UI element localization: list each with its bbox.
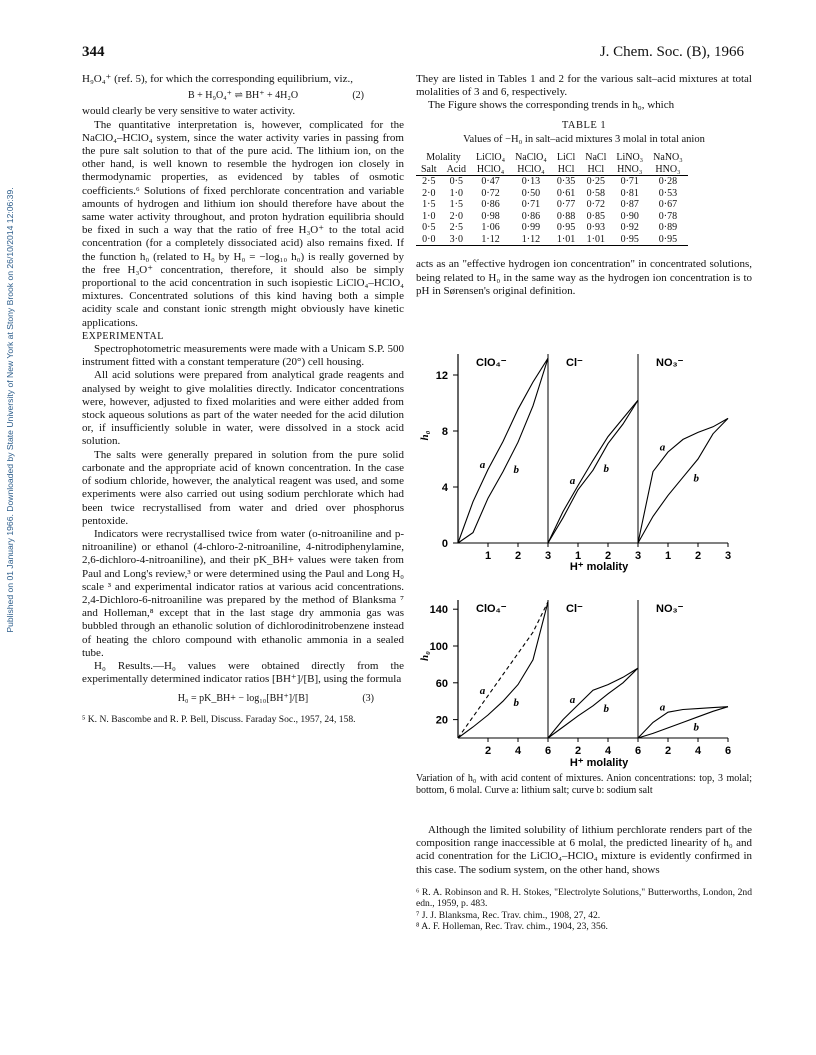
table-header-cell: Acid (442, 164, 471, 176)
table-header-cell: HClO₄ (510, 164, 552, 176)
y-tick-label: 20 (435, 714, 448, 727)
table-cell: 0·72 (586, 199, 605, 211)
table-cell: 0·86 (481, 199, 500, 211)
table-cell: 0·61 (556, 187, 576, 199)
x-tick-label: 2 (514, 550, 522, 562)
footnote-8: ⁸ A. F. Holleman, Rec. Trav. chim., 1904, 23, 356. (416, 921, 608, 933)
series-line-a (458, 358, 548, 543)
table-description: Values of −H₀ in salt–acid mixtures 3 molal in total anion (463, 133, 705, 145)
equation-3 (82, 692, 404, 705)
footnote-6: ⁶ R. A. Robinson and R. H. Stokes, "Electrolyte Solutions," Butterworths, London, 2nd edn., 1959, p. 483. (416, 886, 752, 910)
table-cell: 0·47 (481, 176, 500, 188)
table-cell: 0·85 (586, 210, 605, 222)
page-number: 344 (82, 44, 105, 60)
equation-3-number: (3) (362, 693, 374, 705)
x-tick-label: 4 (694, 745, 702, 757)
panel-title: NO₃⁻ (656, 603, 684, 615)
table-cell: 0·5 (422, 222, 436, 234)
table-cell: 0·58 (586, 187, 605, 199)
table-body (416, 176, 688, 246)
table-cell: 0·50 (521, 187, 541, 199)
table-header-cell: Molality (426, 152, 461, 164)
left-p4: Spectrophotometric measurements were made with a Unicam S.P. 500 instrument fitted with a constant temperature (20°) cell housing. (82, 343, 404, 369)
x-tick-label: 4 (604, 745, 612, 757)
series-label-b: b (603, 703, 609, 716)
series-label-b: b (693, 721, 699, 734)
table-cell: 0·93 (586, 222, 605, 234)
left-p5: All acid solutions were prepared from analytical grade reagents and analysed by weight to give molalities directly. Indicator concentrations were, however, adjusted to fixed molarities and were either added from stock aqueous solutions as part of the water needed for the acid dilution or, if insufficiently soluble in water, were dissolved in a stock acid solution. (82, 369, 404, 448)
table-header-cell: HCl (580, 164, 611, 176)
table-cell: 1·01 (552, 234, 580, 246)
series-label-b: b (693, 472, 699, 485)
table-cell: 2·0 (449, 210, 463, 222)
table-row (416, 188, 688, 200)
table-cell: 1·0 (449, 187, 463, 199)
table-cell: 2·5 (449, 222, 463, 234)
table-header-cell: LiCl (556, 152, 576, 164)
table-row (416, 211, 688, 223)
table-cell: 0·0 (416, 234, 442, 246)
table-row (416, 199, 688, 211)
series-label-b: b (513, 463, 519, 476)
table-1 (416, 152, 688, 246)
table-caption: TABLE 1 (561, 119, 607, 131)
table-row (416, 222, 688, 234)
publication-sidebar (3, 140, 17, 680)
table-cell: 1·12 (510, 234, 552, 246)
table-header-cell: HNO₃ (648, 164, 688, 176)
x-tick-label: 3 (634, 550, 642, 562)
table-cell: 0·90 (620, 210, 639, 222)
table-cell: 2·0 (422, 187, 436, 199)
equation-3-text: H₀ = pK_BH+ − log₁₀[BH⁺]/[B] (177, 693, 309, 705)
left-p1: H₉O₄⁺ (ref. 5), for which the corresponding equilibrium, viz., (82, 73, 353, 85)
x-tick-label: 6 (724, 745, 732, 757)
table-header-cell: Salt (416, 164, 442, 176)
x-axis-label: H⁺ molality (569, 757, 629, 769)
table-cell: 0·88 (556, 210, 576, 222)
table-cell: 0·28 (658, 176, 678, 188)
table-cell: 1·06 (481, 222, 500, 234)
series-line-b (548, 400, 638, 543)
table-cell: 0·67 (658, 199, 678, 211)
footnote-7: ⁷ J. J. Blanksma, Rec. Trav. chim., 1908, 27, 42. (416, 909, 601, 921)
table-header-cell: HCl (552, 164, 580, 176)
x-tick-label: 4 (514, 745, 522, 757)
right-p4: Although the limited solubility of lithium perchlorate renders part of the composition range inaccessible at 6 molal, the predicted linearity of h₀ and acid conentration for the LiClO₄–HClO₄ mixture is evidently confirmed in this case. The sodium system, on the other hand, shows (416, 824, 752, 876)
x-tick-label: 1 (664, 550, 672, 562)
table-cell: 1·5 (422, 199, 436, 211)
x-tick-label: 3 (724, 550, 732, 562)
table-header-row-1 (416, 152, 688, 164)
right-p1: They are listed in Tables 1 and 2 for the various salt–acid mixtures at total molalities of 3 and 6, respectively. (416, 73, 752, 99)
series-line-b (458, 602, 548, 738)
panel-title: ClO₄⁻ (476, 603, 507, 615)
right-p2: The Figure shows the corresponding trends in h₀, which (428, 99, 675, 112)
table-header-cell: HClO₄ (471, 164, 510, 176)
panel-title: Cl⁻ (566, 357, 583, 369)
table-cell: 1·01 (580, 234, 611, 246)
table-header-cell: LiNO₃ (616, 152, 644, 164)
table-cell: 0·71 (620, 176, 639, 188)
y-tick-label: 12 (435, 370, 448, 382)
y-axis-label: h₀ (419, 430, 431, 441)
left-p7: Indicators were recrystallised twice from water (o-nitroaniline and p-nitroaniline) or ethanol (4-chloro-2-nitroaniline, 4-nitrodiphenylamine, 2,6-dichloro-4-nitroaniline), and their pK_BH+ values were taken from Paul and Long's review,³ or were determined using the Paul and Long H₀ scale ³ and experimental indicator ratios at various acid concentrations. 2,4-Dichloro-6-nitroaniline was prepared by the method of Blanksma ⁷ and Holleman,⁸ except that in the last stage dry ammonia gas was bubbled through an ethanolic solution of dichlorodinitrobenzene instead of heating the chloro compound with ethanolic ammonia in a sealed tube. (82, 527, 404, 659)
table-cell: 1·5 (449, 199, 463, 211)
table-header-cell: HNO₃ (611, 164, 648, 176)
y-tick-label: 0 (441, 538, 448, 550)
series-label-a: a (569, 475, 576, 488)
figure-caption: Variation of h₀ with acid content of mixtures. Anion concentrations: top, 3 molal; bottom, 6 molal. Curve a: lithium salt; curve b: sodium salt (416, 773, 752, 796)
left-p8: H₀ Results.—H₀ values were obtained directly from the experimentally determined indicator ratios [BH⁺]/[B], using the formula (82, 659, 404, 686)
table-header-cell: NaCl (585, 152, 607, 164)
panel-title: NO₃⁻ (656, 357, 684, 369)
x-tick-label: 2 (484, 745, 492, 757)
table-cell: 0·87 (620, 199, 639, 211)
footnote-5: ⁵ K. N. Bascombe and R. P. Bell, Discuss. Faraday Soc., 1957, 24, 158. (82, 713, 356, 725)
table-cell: 0·92 (620, 222, 639, 234)
right-column-bottom (416, 824, 752, 933)
left-p6: The salts were generally prepared in solution from the pure solid carbonate and the appropriate acid of known concentration. In the case of sodium chloride, however, the analytical reagent was used, and some experiments were also carried out using sodium perchlorate which had been twice recrystallised from water and dried over phosphorus pentoxide. (82, 448, 404, 527)
x-tick-label: 2 (574, 745, 582, 757)
series-line-a (638, 418, 728, 543)
x-tick-label: 2 (664, 745, 672, 757)
equation-2-text: B + H₉O₄⁺ ⇌ BH⁺ + 4H₂O (187, 90, 299, 102)
sidebar-text: Published on 01 January 1966. Downloaded by State University of New York at Stony Brook on 26/10/2014 12:06:39. (5, 187, 15, 633)
panel-title: ClO₄⁻ (476, 357, 507, 369)
series-label-a: a (659, 701, 666, 714)
table-cell: 2·5 (422, 176, 436, 188)
y-axis-label: h₀ (419, 651, 431, 661)
journal-header: J. Chem. Soc. (B), 1966 (599, 44, 744, 60)
table-cell: 0·95 (648, 234, 688, 246)
series-label-b: b (513, 697, 519, 710)
table-cell: 0·78 (658, 210, 678, 222)
section-heading-experimental: EXPERIMENTAL (82, 330, 164, 342)
left-p2: would clearly be very sensitive to water activity. (82, 105, 296, 118)
left-column (82, 73, 404, 725)
y-tick-label: 8 (441, 426, 448, 438)
x-tick-label: 3 (544, 550, 552, 562)
table-cell: 0·86 (521, 210, 541, 222)
x-axis-label: H⁺ molality (569, 561, 629, 573)
table-cell: 3·0 (442, 234, 471, 246)
table-cell: 0·89 (658, 222, 678, 234)
series-line-b (458, 358, 548, 543)
table-cell: 0·35 (556, 176, 576, 188)
table-cell: 0·99 (521, 222, 541, 234)
left-p3: The quantitative interpretation is, however, complicated for the NaClO₄–HClO₄ system, since the water activity varies in passing from the pure salt solution to that of the pure acid. The lithium ion, on the other hand, is well known to resemble the hydrogen ion closely in thermodynamic properties, as evidenced by tables of osmotic coefficients.⁶ Solutions of fixed perchlorate concentration and variable amounts of hydrogen and lithium ion should therefore have about the same water activity throughout, and proton hydration equilibria should be fixed in such a way that the ratio of free H₃O⁺ to the total acid concentration (for a completely dissociated acid) also remains fixed. If the function h₀ (related to H₀ by H₀ = −log₁₀ h₀) is really governed by the free H₃O⁺ concentration, therefore, it should also be simply proportional to the acid concentration in such isopiestic LiClO₄–HClO₄ mixtures. Concentrated solutions of this kind having both a simple acidity scale and constant ionic strength might obviously have kinetic applications. (82, 118, 404, 329)
table-cell: 0·72 (481, 187, 500, 199)
x-tick-label: 1 (484, 550, 492, 562)
series-line-b (638, 707, 728, 738)
table-cell: 0·71 (521, 199, 541, 211)
table-cell: 0·13 (521, 176, 541, 188)
series-label-b: b (603, 463, 609, 476)
x-tick-label: 6 (544, 745, 552, 757)
x-tick-label: 2 (604, 550, 612, 562)
table-header-cell: LiClO₄ (476, 152, 506, 164)
equation-2-number: (2) (352, 90, 364, 102)
table-header-cell: NaClO₄ (515, 152, 547, 164)
figure-h0-plots (414, 338, 754, 770)
x-tick-label: 6 (634, 745, 642, 757)
x-tick-label: 2 (694, 550, 702, 562)
series-label-a: a (479, 685, 486, 698)
table-header-cell: NaNO₃ (653, 152, 683, 164)
table-cell: 0·95 (556, 222, 576, 234)
series-label-a: a (479, 459, 486, 472)
table-cell: 0·53 (658, 187, 678, 199)
table-cell: 0·77 (556, 199, 576, 211)
y-tick-label: 60 (435, 677, 448, 690)
right-column-top (416, 73, 752, 298)
x-tick-label: 1 (574, 550, 582, 562)
table-cell: 0·25 (586, 176, 605, 188)
table-header-row-2 (416, 164, 688, 176)
series-line-a (458, 602, 548, 738)
table-row (416, 234, 688, 246)
panel-title: Cl⁻ (566, 603, 583, 615)
series-label-a: a (569, 694, 576, 707)
y-tick-label: 140 (429, 604, 448, 617)
table-cell: 0·98 (481, 210, 500, 222)
table-cell: 0·81 (620, 187, 639, 199)
series-line-b (548, 668, 638, 738)
series-label-a: a (659, 441, 666, 454)
table-row (416, 176, 688, 188)
table-cell: 1·0 (422, 210, 436, 222)
y-tick-label: 4 (441, 482, 448, 494)
table-cell: 1·12 (471, 234, 510, 246)
right-p3: acts as an "effective hydrogen ion concentration" in concentrated solutions, being related to H₀ in the same way as the hydrogen ion concentration is to pH in Sørensen's original definition. (416, 258, 752, 297)
y-tick-label: 100 (429, 641, 448, 653)
table-cell: 0·95 (611, 234, 648, 246)
equation-2 (82, 89, 404, 102)
table-cell: 0·5 (449, 176, 463, 188)
